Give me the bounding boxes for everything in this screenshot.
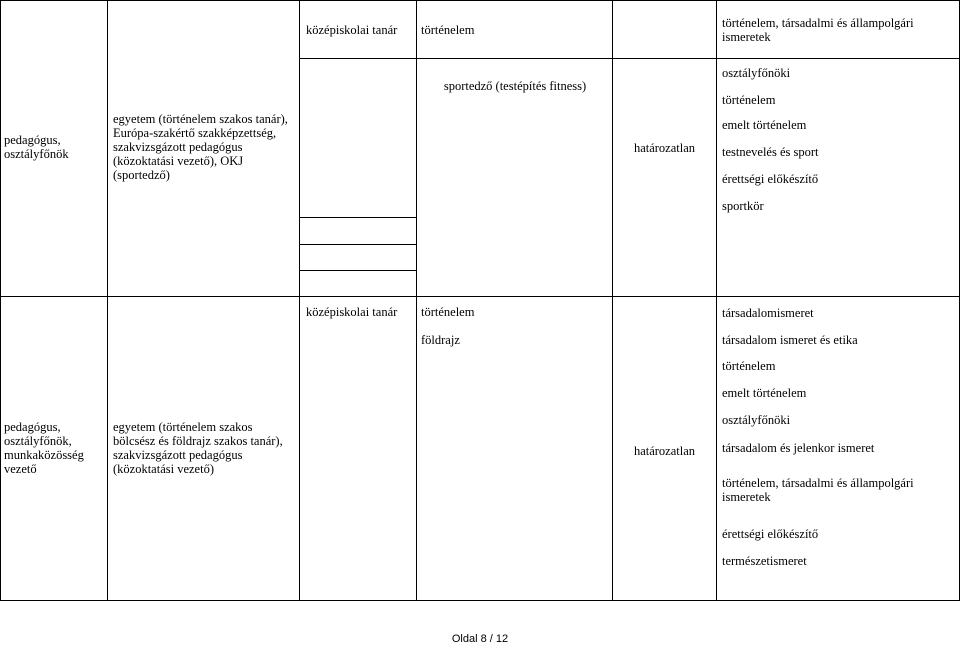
- subject-cell: társadalomismeret: [722, 306, 814, 320]
- subject-cell: társadalom és jelenkor ismeret: [722, 441, 875, 455]
- subject-cell: emelt történelem: [722, 386, 807, 400]
- contract-cell: határozatlan: [633, 141, 696, 155]
- table-border: [0, 600, 960, 601]
- position-cell: középiskolai tanár: [306, 305, 398, 319]
- subject-cell: történelem: [722, 359, 776, 373]
- sub-row-line: [299, 58, 960, 59]
- subject-cell: történelem, társadalmi és állampolgári ismeretek: [722, 16, 914, 44]
- page-number: Oldal 8 / 12: [451, 633, 509, 645]
- column-line: [716, 0, 717, 601]
- column-line: [107, 0, 108, 601]
- subject-cell: érettségi előkészítő: [722, 527, 819, 541]
- column-line: [299, 0, 300, 601]
- sub-row-line: [299, 217, 416, 218]
- sub-row-line: [299, 270, 416, 271]
- column-line: [416, 0, 417, 601]
- table-border: [0, 0, 960, 1]
- specialty-cell: földrajz: [421, 333, 460, 347]
- subject-cell: társadalom ismeret és etika: [722, 333, 858, 347]
- subject-cell: osztályfőnöki: [722, 413, 791, 427]
- sub-row-line: [299, 244, 416, 245]
- position-cell: középiskolai tanár: [306, 23, 398, 37]
- subject-cell: emelt történelem: [722, 118, 807, 132]
- role-cell: pedagógus, osztályfőnök: [4, 133, 69, 161]
- subject-cell: érettségi előkészítő: [722, 172, 819, 186]
- contract-cell: határozatlan: [633, 444, 696, 458]
- qualification-cell: egyetem (történelem szakos tanár), Európa-szakértő szakképzettség, szakvizsgázott pedagógus (közoktatási vezető), OKJ (sportedző): [113, 112, 288, 182]
- qualification-cell: egyetem (történelem szakos bölcsész és földrajz szakos tanár), szakvizsgázott pedagógus (közoktatási vezető): [113, 420, 283, 476]
- subject-cell: természetismeret: [722, 554, 807, 568]
- specialty-cell: sportedző (testépítés fitness): [443, 79, 587, 93]
- subject-cell: történelem: [722, 93, 776, 107]
- specialty-cell: történelem: [421, 305, 475, 319]
- row-divider: [0, 296, 960, 297]
- specialty-cell: történelem: [421, 23, 475, 37]
- role-cell: pedagógus, osztályfőnök, munkaközösség vezető: [4, 420, 84, 476]
- subject-cell: osztályfőnöki: [722, 66, 791, 80]
- subject-cell: sportkör: [722, 199, 764, 213]
- subject-cell: testnevelés és sport: [722, 145, 819, 159]
- subject-cell: történelem, társadalmi és állampolgári ismeretek: [722, 476, 914, 504]
- column-line: [0, 0, 1, 601]
- column-line: [612, 0, 613, 601]
